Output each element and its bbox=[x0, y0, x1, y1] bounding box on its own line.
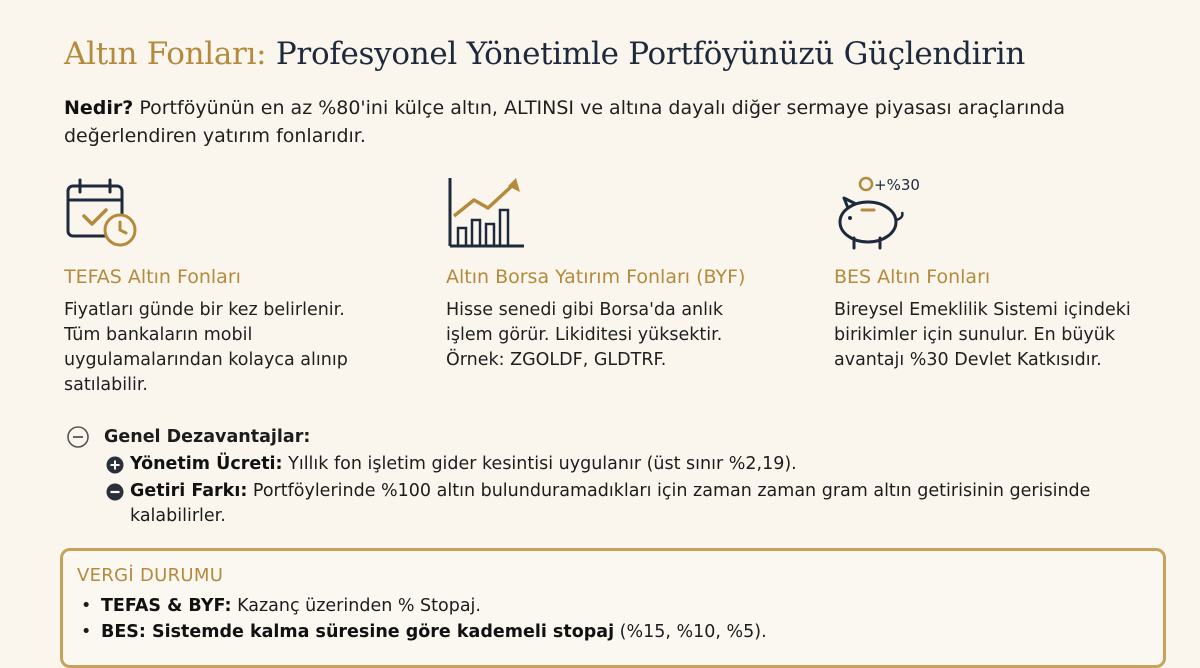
disadvantages-section bbox=[66, 424, 1146, 529]
tax-status-box bbox=[60, 548, 1166, 668]
fund-card-byf bbox=[446, 172, 776, 370]
disadvantage-text: Portföylerinde %100 altın bulunduramadıkları için zaman zaman gram altın getirisinin gerisinde kalabilirler. bbox=[130, 481, 1091, 526]
tax-text: Kazanç üzerinden % Stopaj. bbox=[237, 596, 481, 616]
disadvantage-text: Yıllık fon işletim gider kesintisi uygulanır (üst sınır %2,19). bbox=[288, 454, 797, 474]
tax-label: BES: Sistemde kalma süresine göre kademeli stopaj bbox=[101, 622, 615, 642]
tax-label: TEFAS & BYF: bbox=[101, 596, 232, 616]
fund-description: Hisse senedi gibi Borsa'da anlık işlem görür. Likiditesi yüksektir. Örnek: ZGOLDF, GLDTRF. bbox=[446, 300, 723, 370]
state-contribution-badge: +%30 bbox=[874, 176, 920, 194]
tax-text: (%15, %10, %5). bbox=[619, 622, 767, 642]
fund-description: Fiyatları günde bir kez belirlenir. Tüm bankaların mobil uygulamalarından kolayca alınıp satılabilir. bbox=[64, 300, 348, 395]
calendar-clock-icon bbox=[64, 172, 394, 258]
disadvantages-heading: Genel Dezavantajlar: bbox=[104, 427, 311, 447]
disadvantage-item bbox=[66, 452, 1146, 477]
tax-item bbox=[77, 619, 767, 645]
disadvantage-label: Yönetim Ücreti: bbox=[130, 454, 283, 474]
title-rest: Profesyonel Yönetimle Portföyünüzü Güçlendirin bbox=[275, 36, 1026, 72]
intro-paragraph bbox=[64, 94, 1154, 150]
intro-label: Nedir? bbox=[64, 97, 134, 119]
bullet-icon: • bbox=[81, 622, 92, 642]
tax-item bbox=[77, 593, 767, 619]
fund-title: Altın Borsa Yatırım Fonları (BYF) bbox=[446, 266, 746, 288]
piggy-bank-icon bbox=[834, 172, 1164, 258]
tax-list bbox=[77, 593, 767, 645]
intro-text: Portföyünün en az %80'ini külçe altın, ALTINSI ve altına dayalı diğer sermaye piyasası araçlarında değerlendiren yatırım fonlarıdır. bbox=[64, 97, 1066, 147]
fund-card-tefas bbox=[64, 172, 394, 395]
fund-title: BES Altın Fonları bbox=[834, 266, 991, 288]
fund-card-bes bbox=[834, 172, 1164, 370]
page-title bbox=[64, 36, 1025, 72]
tax-heading: VERGİ DURUMU bbox=[77, 565, 224, 586]
title-accent: Altın Fonları: bbox=[64, 36, 267, 72]
minus-circle-icon bbox=[106, 483, 124, 509]
disadvantages-heading-row bbox=[66, 424, 1146, 450]
fund-title: TEFAS Altın Fonları bbox=[64, 266, 241, 288]
bullet-icon: • bbox=[81, 596, 92, 616]
bar-chart-trend-icon bbox=[446, 172, 776, 258]
disadvantage-label: Getiri Farkı: bbox=[130, 481, 248, 501]
disadvantage-item bbox=[66, 479, 1146, 529]
fund-description: Bireysel Emeklilik Sistemi içindeki birikimler için sunulur. En büyük avantajı %30 Devlet Katkısıdır. bbox=[834, 300, 1131, 370]
